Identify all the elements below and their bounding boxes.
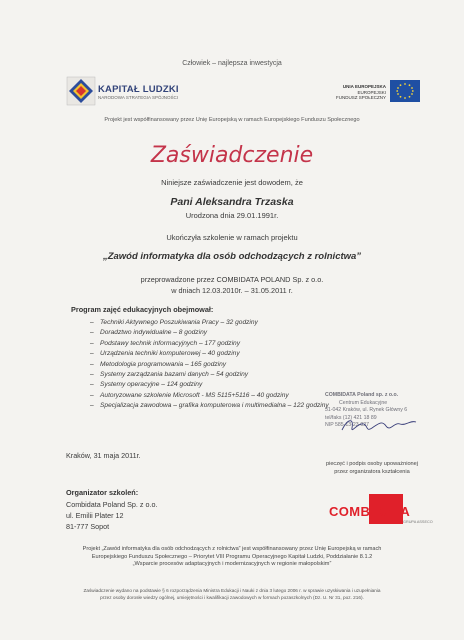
list-item: – Urządzenia techniki komputerowej – 40 godziny [90,350,240,358]
list-item: – Specjalizacja zawodowa – grafika komputerowa i multimedialna – 122 godziny [90,402,329,410]
program-item-text: Specjalizacja zawodowa – grafika komputerowa i multimedialna – 122 godziny [100,402,329,410]
ue-label-line: EUROPEJSKI [357,89,386,95]
organizer-heading: Organizator szkoleń: [66,488,139,497]
birth-date: Urodzona dnia 29.01.1991r. [185,211,279,220]
list-item: – Systemy zarządzania bazami danych – 54 godziny [90,371,249,379]
program-list [90,318,329,412]
organizer-line: Combidata Poland Sp. z o.o. [66,500,158,509]
stamp-line: tel/faks (12) 421 18 89 [325,414,377,421]
stamp-line: COMBIDATA Poland sp. z o.o. [325,392,399,398]
program-item-text: Urządzenia techniki komputerowej – 40 godziny [100,350,240,358]
program-item-text: Doradztwo indywidualne – 8 godziny [100,329,208,337]
motto-text: Człowiek – najlepsza inwestycja [182,60,282,67]
ue-label-line: UNIA EUROPEJSKA [342,84,386,89]
list-item: – Systemy operacyjne – 124 godziny [90,381,203,389]
signature-caption-line: przez organizatora kształcenia [334,468,410,475]
organizer-line: 81-777 Sopot [66,521,110,531]
program-heading: Program zajęć edukacyjnych obejmował: [71,305,214,314]
asseco-group-text: GRUPA ASSECO [403,520,433,524]
eu-flag-icon [390,80,420,102]
stamp-line: 31-042 Kraków, ul. Rynek Główny 6 [325,407,408,414]
signature-icon [338,412,420,438]
certificate-intro: Niniejsze zaświadczenie jest dowodem, że [161,178,303,187]
program-item-text: Systemy operacyjne – 124 godziny [100,381,203,389]
legal-footnote-line: przez osoby dorosłe wiedzy ogólnej, umiejętności i kwalifikacji zawodowych w formach pozaszkolnych (Dz. U. Nr 31, poz. 216). [100,594,364,600]
course-name: „Zawód informatyka dla osób odchodzących z rolnictwa” [102,251,362,262]
project-description-line: „Wsparcie procesów adaptacyjnych i modernizacyjnych w regionie małopolskim” [132,561,332,568]
project-description [0,546,464,569]
recipient-name: Pani Aleksandra Trzaska [170,196,294,208]
program-item-text: Autoryzowane szkolenie Microsoft - MS 5115+5116 – 40 godziny [100,391,289,399]
program-item-text: Metodologia programowania – 165 godziny [100,360,227,368]
organizer-line: ul. Emilii Plater 12 [66,510,124,520]
kapital-ludzki-logo-icon [66,76,96,106]
place-and-date: Kraków, 31 maja 2011r. [66,451,141,460]
completed-text: Ukończyła szkolenie w ramach projektu [166,233,298,242]
ue-label-line: FUNDUSZ SPOŁECZNY [335,95,386,100]
signature-caption [302,461,442,477]
kapital-ludzki-title: KAPITAŁ LUDZKI [98,84,179,95]
list-item: – Autoryzowane szkolenie Microsoft - MS 5115+5116 – 40 godziny [90,391,289,399]
stamp-line: NIP 585-13-23-027 [325,422,370,429]
certificate-title: Zaświadczenie [150,143,314,168]
project-cofinance-line: Projekt jest współfinansowany przez Unię Europejską w ramach Europejskiego Funduszu Społecznego [104,117,360,123]
legal-footnote-line: Zaświadczenie wydano na podstawie § 6 rozporządzenia Ministra Edukacji i Nauki z dnia 3 lutego 2006 r. w sprawie uzyskiwania i uzupełniania [83,588,381,593]
project-description-line: Projekt „Zawód informatyka dla osób odchodzących z rolnictwa” jest współfinansowany przez Unię Europejską w ramach [82,546,382,552]
program-item-text: Systemy zarządzania bazami danych – 54 godziny [100,371,249,379]
combidata-logo-text: COMBIDATA [329,504,411,519]
ue-label [334,84,386,101]
stamp-line: Centrum Edukacyjne [339,399,388,406]
list-item: – Doradztwo indywidualne – 8 godziny [90,329,208,337]
list-item: – Metodologia programowania – 165 godziny [90,360,227,368]
signature-caption-line: pieczęć i podpis osoby upoważnionej [325,461,419,467]
program-item-text: Techniki Aktywnego Poszukiwania Pracy – 32 godziny [100,319,258,326]
list-item: – Podstawy technik informacyjnych – 177 godziny [90,339,241,347]
project-description-line: Europejskiego Funduszu Społecznego – Priorytet VIII Programu Operacyjnego Kapitał Ludzki, Poddziałanie 8.1.2 [91,553,373,560]
kapital-ludzki-subtitle: NARODOWA STRATEGIA SPÓJNOŚCI [98,95,179,100]
organizer-address [66,500,158,532]
list-item: – Techniki Aktywnego Poszukiwania Pracy – 32 godziny [90,319,258,326]
conducted-by: przeprowadzone przez COMBIDATA POLAND Sp. z o.o. [140,275,324,284]
legal-footnote [0,588,464,601]
combidata-logo [325,494,447,530]
program-item-text: Podstawy technik informacyjnych – 177 godziny [100,339,241,347]
course-dates: w dniach 12.03.2010r. – 31.05.2011 r. [171,286,293,295]
